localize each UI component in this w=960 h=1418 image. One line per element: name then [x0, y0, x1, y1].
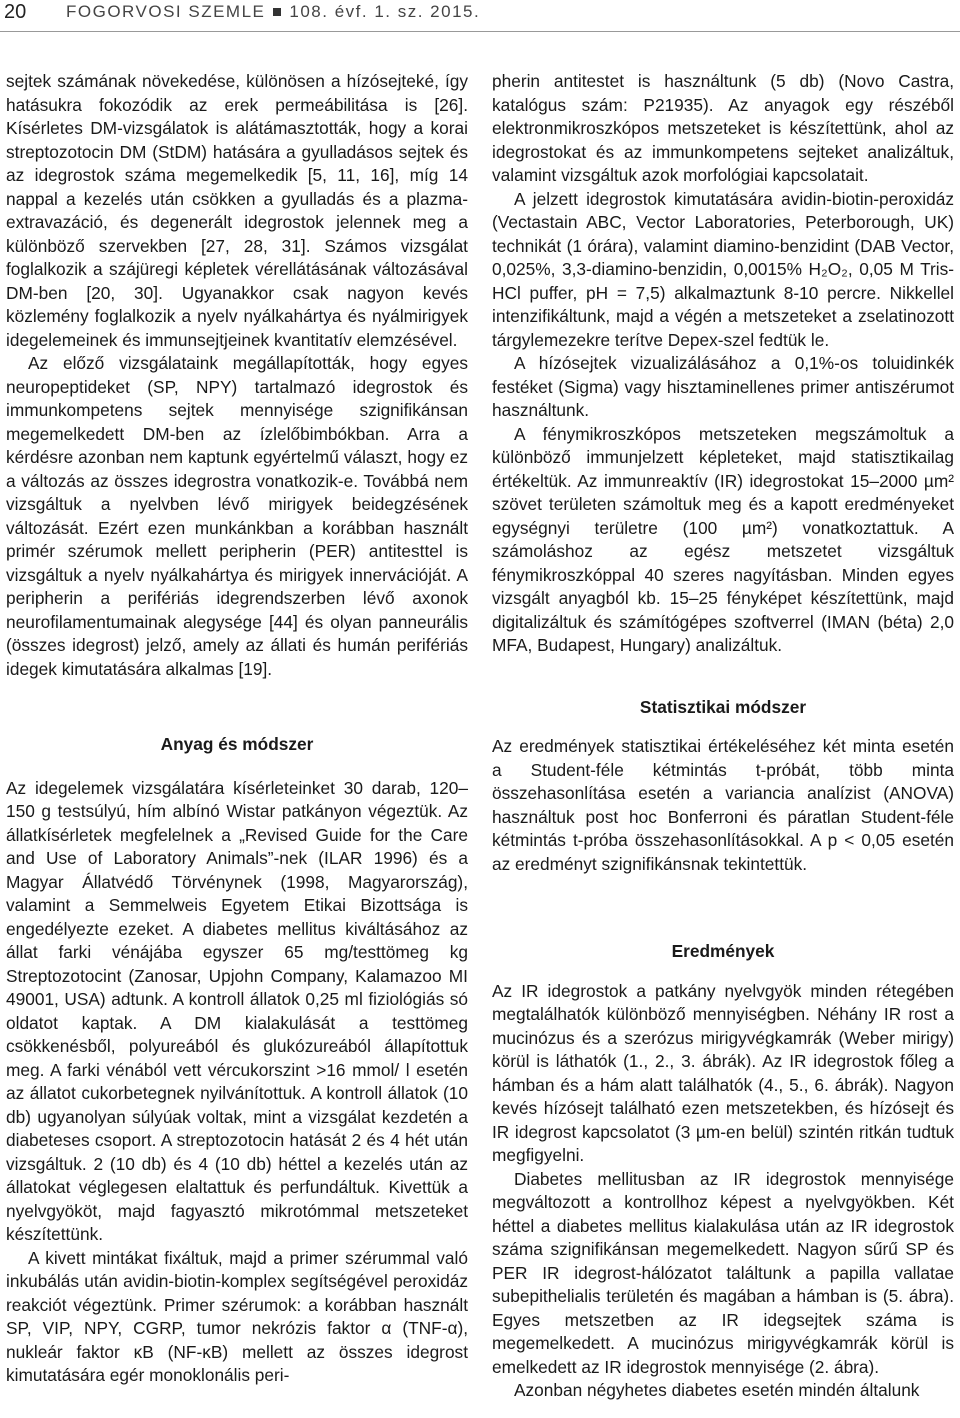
paragraph: Az előző vizsgálataink megállapították, hogy egyes neuropeptideket (SP, NPY) tartalmazó idegrostok és immunkompetens sejtek mennyisége szignifikánsan megemelkedett DM-ben az ízlelőbimbókban. Arra a kérdésre azonban nem kaptunk egyértelmű választ, hogy ez a változás az összes idegrostra vonatkozik-e. Továbbá nem vizsgáltuk a nyelvben lévő mirigyek beidegzésének változását. Ezért ezen munkánkban a korábban használt primér szérumok mellett peripherin (PER) antitesttel is vizsgáltuk a nyelv nyálkahártya és mirigyek innervációját. A peripherin a perifériás idegrendszerben lévő axonok neurofilamentumainak alegysége [44] és olyan panneurális (összes idegrost) jelző, amely az állati és humán perifériás idegek kimutatására alkalmas [19].	[6, 353, 468, 679]
header-rule	[0, 31, 960, 32]
right-column	[492, 70, 954, 1403]
separator-square-icon	[273, 8, 281, 16]
paragraph: Az idegelemek vizsgálatára kísérleteinket 30 darab, 120–150 g testsúlyú, hím albínó Wistar patkányon végeztük. Az állatkísérletek megfelelnek a „Revised Guide for the Care and Use of Laboratory Animals”-nek (ILAR 1996) és a Magyar Állatvédő Törvénynek (1998, Magyarország), valamint a Semmelweis Egyetem Etikai Bizottsága is engedélyezte ezeket. A diabetes mellitus kiváltásához az állat farki vénájába egyszer 65 mg/testtömeg kg Streptozotocint (Zanosar, Upjohn Company, Kalamazoo MI 49001, USA) adtunk. A kontroll állatok 0,25 ml fiziológiás só oldatot kaptak. A DM kialakulását a testtömeg csökkenésből, polyureából és glukózureából állapítottuk meg. A farki vénából vett vércukorszint >16 mmol/ l esetén az állatot cukorbetegnek nyilvánítottuk. A kontroll állatok (10 db) ugyanolyan súlyúak voltak, mint a vizsgálat kezdetén a diabeteses csoport. A streptozotocin hatását 2 és 4 hét után vizsgáltuk. 2 (10 db) és 4 (10 db) héttel a kezelés után az állatokat véglegesen elaltattuk és perfundáltuk. Kivettük a nyelvgyököt, majd fagyasztó mikrotómmal metszeteket készítettünk.	[6, 777, 468, 1244]
paragraph: A fénymikroszkópos metszeteken megszámoltuk a különböző immunjelzett képleteket, majd statisztikailag értékeltük. Az immunreaktív (IR) idegrostokat 15–2000 µm² szövet területen számoltuk meg és a kapott eredményeket egységnyi területre (100 µm²) vonatkoztattuk. A számoláshoz az egész metszetet vizsgáltuk fénymikroszkóppal 40 szeres nagyításban. Minden egyes vizsgált anyagból kb. 15–25 fényképet készítettünk, majd digitalizáltuk és számítógépes szoftverrel (IMAN (béta) 2,0 MFA, Budapest, Hungary) analizáltuk.	[492, 423, 954, 655]
journal-title	[66, 2, 480, 22]
section-heading-methods: Anyag és módszer	[160, 734, 314, 754]
section-heading-statistics: Statisztikai módszer	[639, 696, 807, 717]
paragraph: A hízósejtek vizualizálásához a 0,1%-os toluidinkék festéket (Sigma) vagy hisztaminellenes primer antiszérumot használtunk.	[492, 353, 954, 420]
paragraph: Az IR idegrostok a patkány nyelvgyök minden rétegében megtalálhatók különböző mennyiségben. Néhány IR rost a mucinózus és a szerózus mirigyvégkamrák (Weber mirigy) körül is láthatók (1., 2., 3. ábrák). Az IR idegrostok főleg a hámban és a hám alatt találhatók (4., 5., 6. ábrák). Nagyon kevés hízósejt található ezen metszetekben, és hízósejt és IR idegrost kapcsolatot (3 µm-en belül) szintén ritkán tudtuk megfigyelni.	[492, 980, 954, 1165]
page-number: 20	[4, 1, 27, 23]
journal-issue: 108. évf. 1. sz. 2015.	[289, 2, 481, 21]
running-header	[0, 0, 960, 36]
paragraph: A jelzett idegrostok kimutatására avidin-biotin-peroxidáz (Vectastain ABC, Vector Laboratories, Peterborough, UK) technikát (1 órára), valamint diamino-benzidint (DAB Vector, 0,025%, 3,3-diamino-benzidin, 0,0015% H₂O₂, 0,05 M Tris-HCl puffer, pH = 7,5) alkalmaztunk 8-10 percre. Nikkellel intenzifikáltunk, majd a végén a metszeteket a zselatinozott tárgylemezekre terítve Depex-szel fedtük le.	[492, 188, 954, 350]
left-column	[6, 70, 468, 1388]
journal-name: FOGORVOSI SZEMLE	[66, 2, 266, 21]
section-heading-results: Eredmények	[671, 941, 775, 961]
paragraph: sejtek számának növekedése, különösen a hízósejteké, így hatásukra fokozódik az erek permeábilitása is [26]. Kísérletes DM-vizsgálatok is alátámasztották, hogy a korai streptozotocin DM (StDM) hatására a gyulladásos sejtek és az idegrostok száma megemelkedik [5, 11, 16], míg 14 nappal a kezelés után csökken a gyulladás és a plazma-extravazáció, és degenerált idegrostok jelennek meg a különböző szervekben [27, 28, 31]. Számos vizsgálat foglalkozik a szájüregi képletek vérellátásának változásával DM-ben [20, 30]. Ugyanakkor csak nagyon kevés közlemény foglalkozik a nyelv nyálkahártya és nyálmirigyek idegelemeinek és immunsejtjeinek kvantitatív elemzésével.	[6, 71, 468, 350]
paragraph: Diabetes mellitusban az IR idegrostok mennyisége megváltozott a kontrollhoz képest a nyelvgyökben. Két héttel a diabetes mellitus kialakulása után az IR idegrostok száma szignifikánsan megemelkedett. Nagyon sűrű SP és PER IR idegrost-hálózatot találtunk a papilla vallatae subepithelialis területén és magában a hámban is (5. ábra). Egyes metszetben az IR idegsejtek száma is megemelkedett. A mucinózus mirigyvégkamrák körül is emelkedett az IR idegrostok mennyisége (2. ábra).	[492, 1168, 954, 1377]
paragraph: Az eredmények statisztikai értékeléséhez két minta esetén a Student-féle kétmintás t-próbát, több minta összehasonlítása esetén a variancia analízist (ANOVA) használtuk post hoc Bonferroni és páratlan Student-féle kétmintás t-próba összehasonlításokkal. A p < 0,05 esetén az eredményt szignifikánsnak tekintettük.	[492, 736, 954, 874]
paragraph: A kivett mintákat fixáltuk, majd a primer szérummal való inkubálás után avidin-biotin-komplex segítségével peroxidáz reakciót végeztünk. Primer szérumok: a korábban használt SP, VIP, NPY, CGRP, tumor nekrózis faktor α (TNF-α), nukleár faktor κB (NF-κB) mellett az összes idegrost kimutatására egér monoklonális peri-	[6, 1247, 468, 1385]
paragraph: pherin antitestet is használtunk (5 db) (Novo Castra, katalógus szám: P21935). Az anyagok egy részéből elektronmikroszkópos metszeteket is készítettünk, ahol az idegrostokat és az immunkompetens sejteket analizáltuk, valamint vizsgáltuk azok morfológiai kapcsolatait.	[492, 71, 954, 185]
paragraph: Azonban négyhetes diabetes esetén mindén általunk	[514, 1380, 920, 1400]
